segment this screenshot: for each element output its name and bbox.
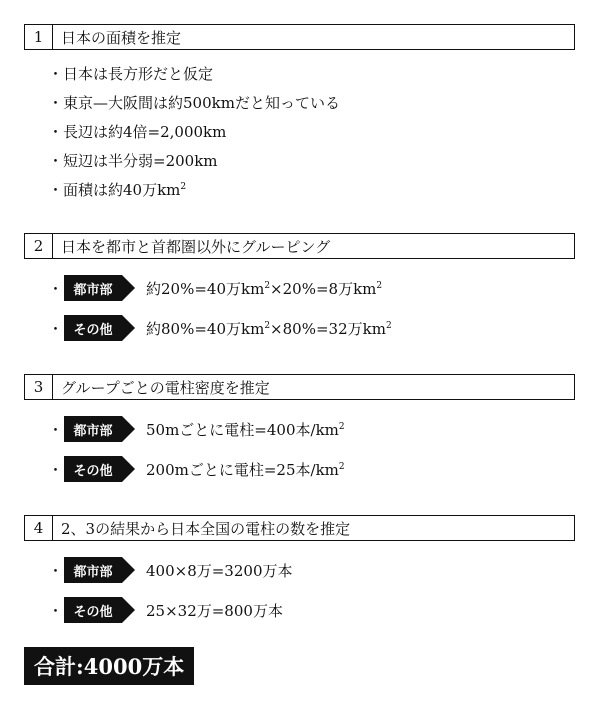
bullet-item: ・短辺は半分弱=200km [48, 152, 218, 170]
bullet-item: ・日本は長方形だと仮定 [48, 65, 214, 83]
bullet-item: ・面積は約40万$km^2$ [48, 181, 187, 199]
bullet-item: ・長辺は約4倍=2,000km [48, 123, 227, 141]
section-number: 4 [25, 516, 53, 540]
urban-tag: 都市部 [64, 275, 122, 301]
row-value: 約20%=40万$km^2\times 20\%=8$万$km^2$ [146, 279, 383, 298]
other-row [48, 456, 345, 482]
urban-row [48, 416, 345, 442]
other-tag: その他 [64, 315, 122, 341]
bullet-dot: ・ [48, 460, 64, 479]
bullet-dot: ・ [48, 420, 64, 439]
other-tag: その他 [64, 456, 122, 482]
bullet-dot: ・ [48, 319, 64, 338]
section-number: 3 [25, 375, 53, 399]
row-value: 50mごとに電柱=400本$/km^2$ [146, 420, 345, 439]
urban-tag: 都市部 [64, 557, 122, 583]
section-title: 2、3の結果から日本全国の電柱の数を推定 [61, 519, 351, 538]
section-number: 2 [25, 234, 53, 258]
row-value: 200mごとに電柱=25本$/km^2$ [146, 460, 345, 479]
bullet-dot: ・ [48, 279, 64, 298]
section-title: グループごとの電柱密度を推定 [61, 378, 270, 397]
section-1-bullets [48, 60, 340, 205]
row-value: 25×32万=800万本 [146, 601, 283, 620]
bullet-item: ・東京—大阪間は約500kmだと知っている [48, 94, 340, 112]
other-row [48, 315, 392, 341]
row-value: 約80%=40万$km^2\times 80\%=32$万$km^2$ [146, 319, 392, 338]
section-4-header [24, 515, 575, 541]
section-title: 日本を都市と首都圏以外にグルーピング [61, 237, 331, 256]
bullet-dot: ・ [48, 561, 64, 580]
row-value: 400×8万=3200万本 [146, 561, 293, 580]
urban-row [48, 275, 382, 301]
section-1-header [24, 24, 575, 50]
section-title: 日本の面積を推定 [61, 28, 182, 47]
bullet-dot: ・ [48, 601, 64, 620]
urban-tag: 都市部 [64, 416, 122, 442]
other-row [48, 597, 283, 623]
section-number: 1 [25, 25, 53, 49]
section-2-header [24, 233, 575, 259]
urban-row [48, 557, 293, 583]
section-3-header [24, 374, 575, 400]
total-label: 合計:4000万本 [24, 647, 194, 685]
other-tag: その他 [64, 597, 122, 623]
